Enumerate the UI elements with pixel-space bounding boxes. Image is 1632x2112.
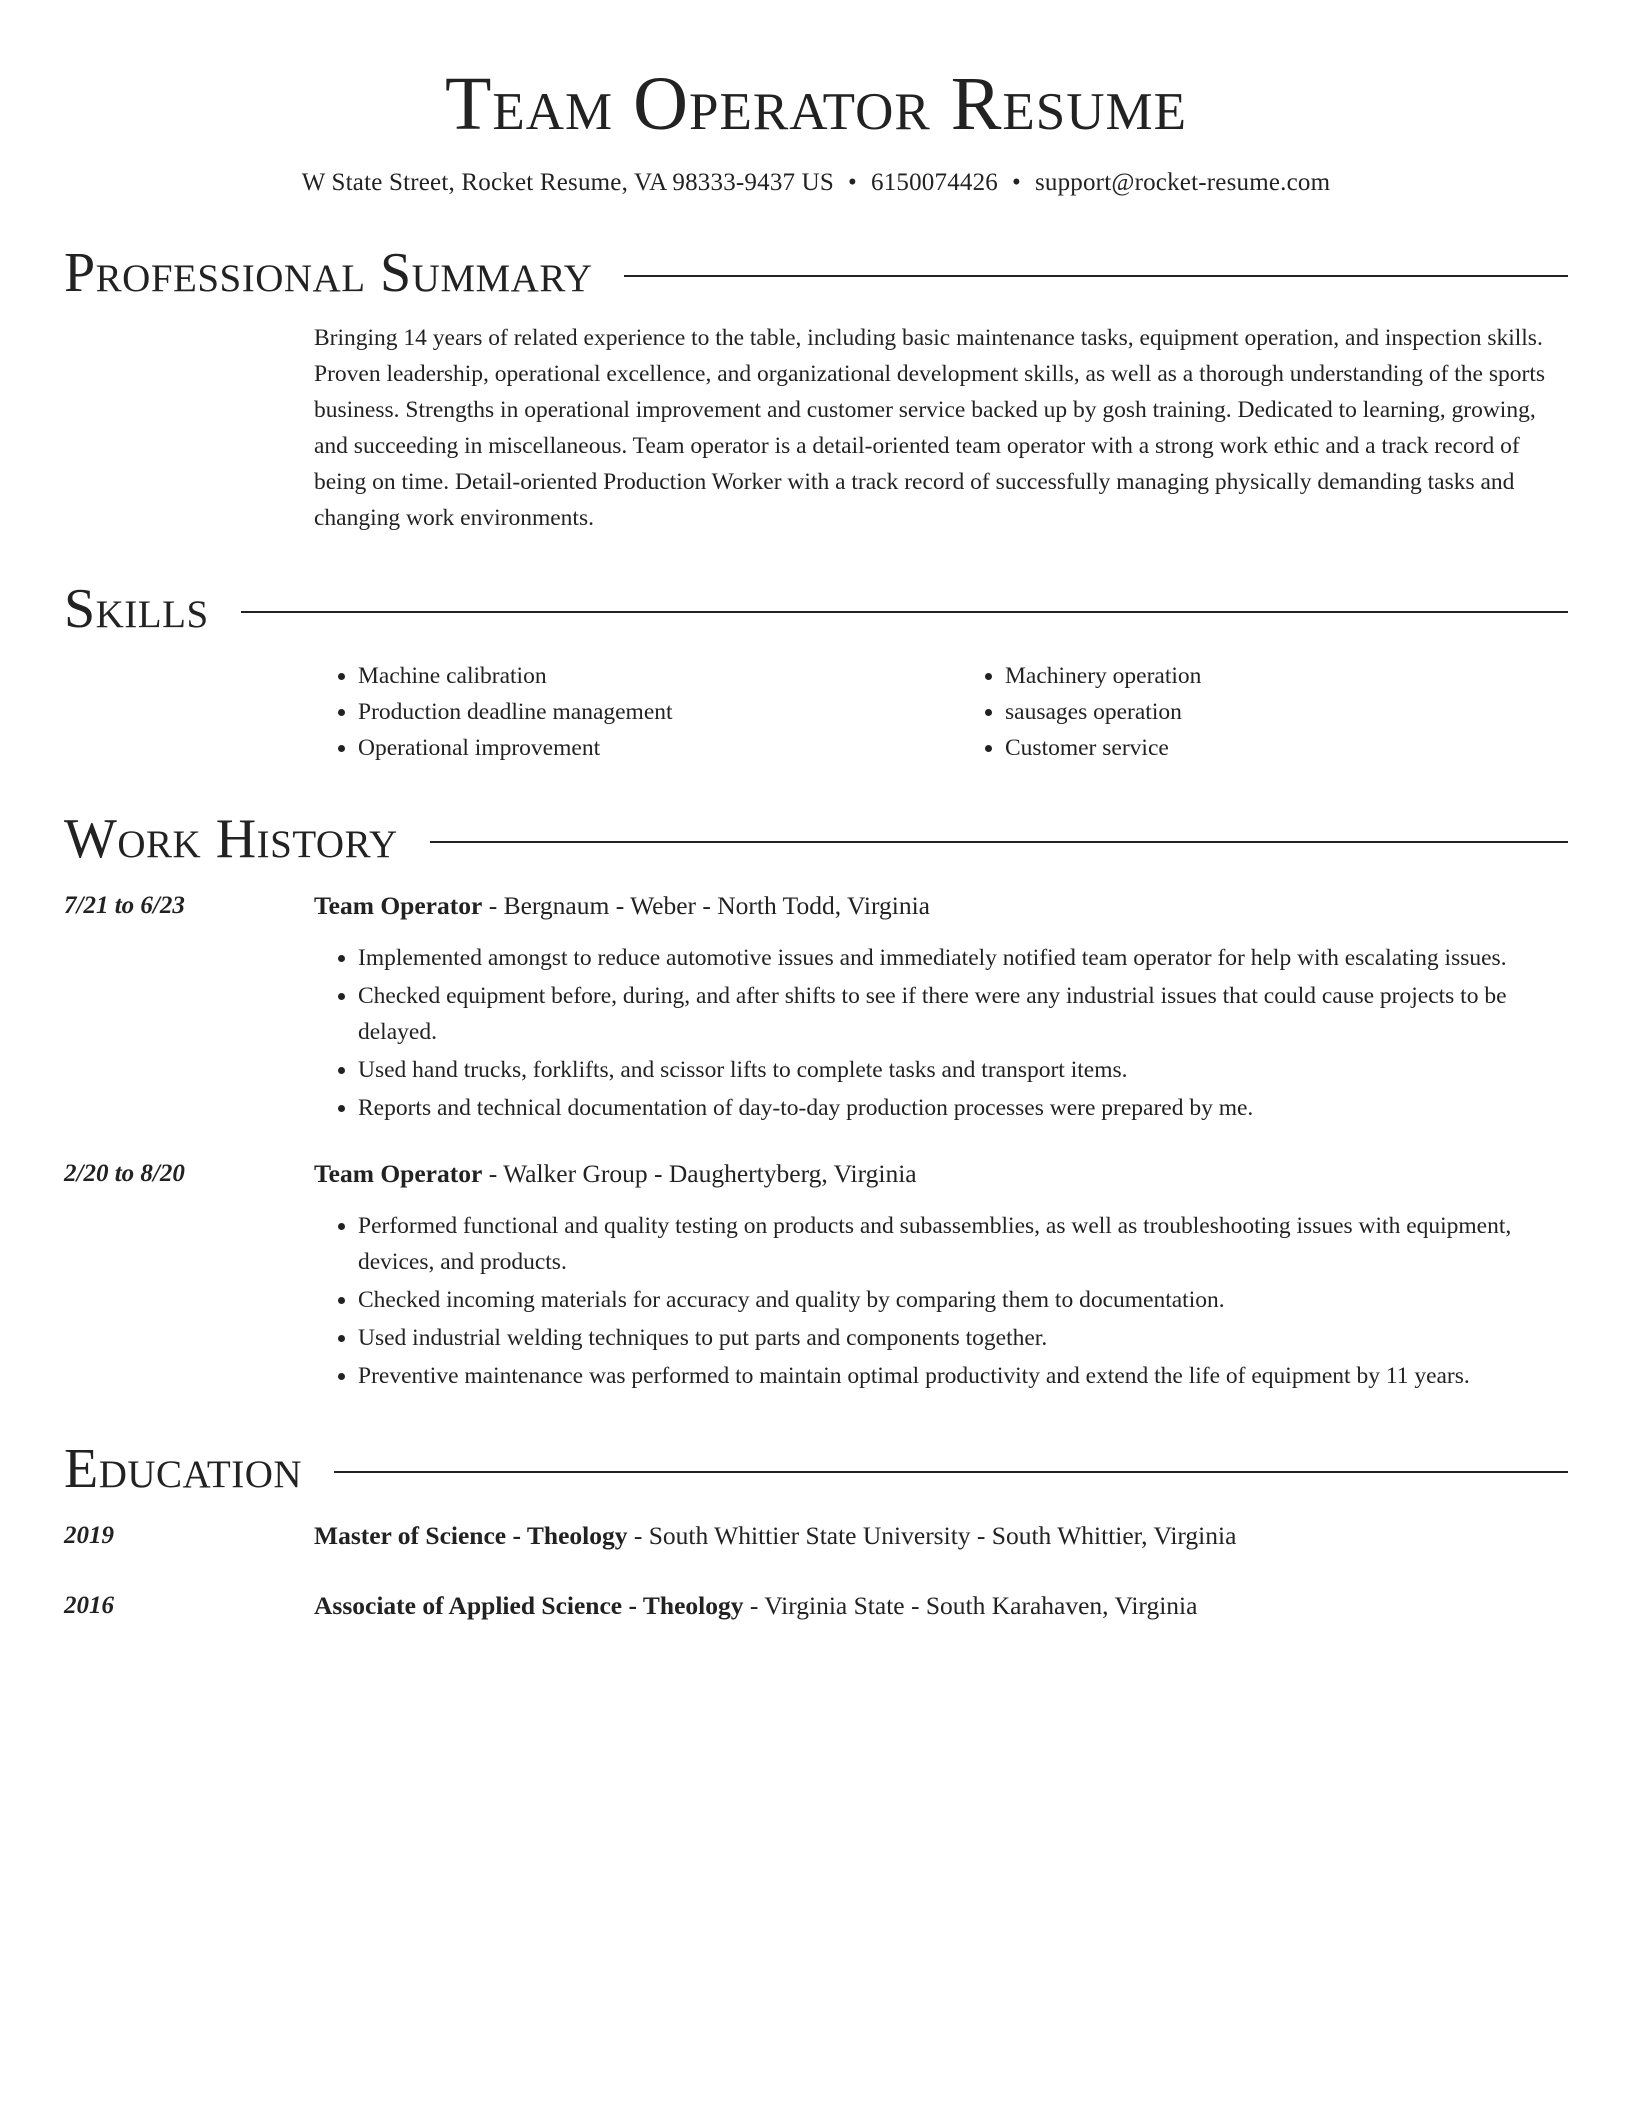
skill-item: • Production deadline management (358, 694, 921, 730)
job-employer: - Walker Group - Daughertyberg, Virginia (482, 1159, 917, 1188)
education-entry (64, 1518, 1568, 1554)
job-title: Team Operator (314, 891, 483, 920)
education-degree: Master of Science - Theology (314, 1521, 628, 1550)
section-divider (430, 841, 1568, 843)
job-bullet: • Checked incoming materials for accuracy and quality by comparing them to documentation. (358, 1282, 1568, 1318)
job-entry (64, 888, 1568, 1128)
summary-block (64, 320, 1568, 536)
skills-list-left (314, 658, 921, 766)
job-bullet: • Used industrial welding techniques to put parts and components together. (358, 1320, 1568, 1356)
contact-separator: • (1012, 169, 1021, 196)
contact-address: W State Street, Rocket Resume, VA 98333-9437 US (301, 169, 835, 196)
education-school: - Virginia State - South Karahaven, Virginia (743, 1591, 1198, 1620)
job-body (314, 1156, 1568, 1396)
section-title-education: Education (64, 1438, 303, 1500)
job-body (314, 888, 1568, 1128)
job-heading (314, 1156, 1568, 1192)
job-employer: - Bergnaum - Weber - North Todd, Virginia (482, 891, 930, 920)
contact-email: support@rocket-resume.com (1034, 169, 1331, 196)
section-title-summary: Professional Summary (64, 242, 593, 304)
skills-spacer (64, 658, 314, 766)
section-header-education (64, 1438, 1568, 1500)
education-year: 2019 (64, 1522, 114, 1549)
job-dates: 7/21 to 6/23 (64, 892, 185, 919)
job-heading (314, 888, 1568, 924)
skill-item: • Machinery operation (1005, 658, 1568, 694)
skills-list-right (961, 658, 1568, 766)
job-dates: 2/20 to 8/20 (64, 1160, 185, 1187)
section-title-work: Work History (64, 808, 398, 870)
summary-spacer (64, 320, 314, 536)
section-header-work (64, 808, 1568, 870)
section-header-summary (64, 242, 1568, 304)
skill-item: • sausages operation (1005, 694, 1568, 730)
summary-text: Bringing 14 years of related experience to the table, including basic maintenance tasks, equipment operation, and inspection skills. Proven leadership, operational excellence, and organizational development skills, as well as a thorough understanding of the sports business. Strengths in operational improvement and customer service backed up by gosh training. Dedicated to learning, growing, and succeeding in miscellaneous. Team operator is a detail-oriented team operator with a strong work ethic and a track record of being on time. Detail-oriented Production Worker with a track record of successfully managing physically demanding tasks and changing work environments. (314, 325, 1546, 531)
skill-item: • Operational improvement (358, 730, 921, 766)
contact-separator: • (848, 169, 857, 196)
job-bullet: • Performed functional and quality testing on products and subassemblies, as well as troubleshooting issues with equipment, devices, and products. (358, 1208, 1568, 1280)
contact-phone: 6150074426 (871, 169, 998, 196)
job-title: Team Operator (314, 1159, 483, 1188)
section-header-skills (64, 578, 1568, 640)
skill-item: • Customer service (1005, 730, 1568, 766)
section-divider (241, 611, 1568, 613)
section-title-skills: Skills (64, 578, 209, 640)
education-degree: Associate of Applied Science - Theology (314, 1591, 744, 1620)
contact-line (64, 166, 1568, 200)
education-body (314, 1518, 1568, 1554)
job-bullets (314, 1208, 1568, 1394)
job-bullet: • Implemented amongst to reduce automotive issues and immediately notified team operator for help with escalating issues. (358, 940, 1568, 976)
skill-item: • Machine calibration (358, 658, 921, 694)
education-entry (64, 1588, 1568, 1624)
section-divider (624, 275, 1568, 277)
education-body (314, 1588, 1568, 1624)
job-bullets (314, 940, 1568, 1126)
job-entry (64, 1156, 1568, 1396)
resume-title: Team Operator Resume (444, 62, 1188, 146)
job-bullet: • Preventive maintenance was performed to maintain optimal productivity and extend the life of equipment by 11 years. (358, 1358, 1568, 1394)
job-bullet: • Reports and technical documentation of day-to-day production processes were prepared by me. (358, 1090, 1568, 1126)
education-school: - South Whittier State University - South Whittier, Virginia (627, 1521, 1237, 1550)
section-divider (334, 1471, 1568, 1473)
skills-block (64, 658, 1568, 766)
skills-grid (314, 658, 1568, 766)
job-bullet: • Checked equipment before, during, and after shifts to see if there were any industrial issues that could cause projects to be delayed. (358, 978, 1568, 1050)
education-year: 2016 (64, 1592, 114, 1619)
job-bullet: • Used hand trucks, forklifts, and scissor lifts to complete tasks and transport items. (358, 1052, 1568, 1088)
